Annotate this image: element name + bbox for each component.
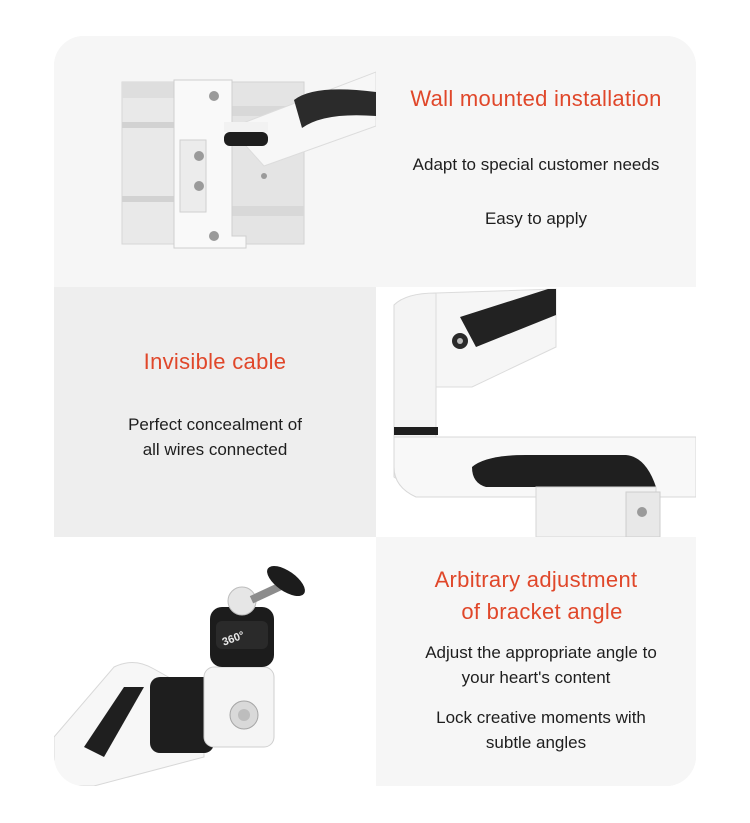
adjustment-text [376,537,696,786]
feature-card [54,36,696,786]
adjustment-title-line-2: of bracket angle [461,599,623,624]
rotation-badge: 360° [220,629,247,649]
wall-mount-line-1: Adapt to special customer needs [412,155,660,174]
adjustment-line-1: Adjust the appropriate angle to [425,643,657,662]
invisible-cable-line-1: Perfect concealment of [128,415,302,434]
wall-mount-image [54,36,376,287]
wall-mount-title: Wall mounted installation [410,86,662,111]
adjustment-line-4: subtle angles [485,733,587,752]
ball-head-mount-image [54,537,376,786]
adjustment-line-2: your heart's content [461,668,611,687]
wall-mount-line-2: Easy to apply [484,209,588,228]
adjustment-line-3: Lock creative moments with [436,708,646,727]
invisible-cable-line-2: all wires connected [142,440,288,459]
adjustment-title-line-1: Arbitrary adjustment [434,567,638,592]
wall-mount-text [376,36,696,287]
invisible-cable-text [54,287,376,537]
invisible-cable-title: Invisible cable [143,349,287,374]
monitor-arm-elbow-image [376,287,696,537]
